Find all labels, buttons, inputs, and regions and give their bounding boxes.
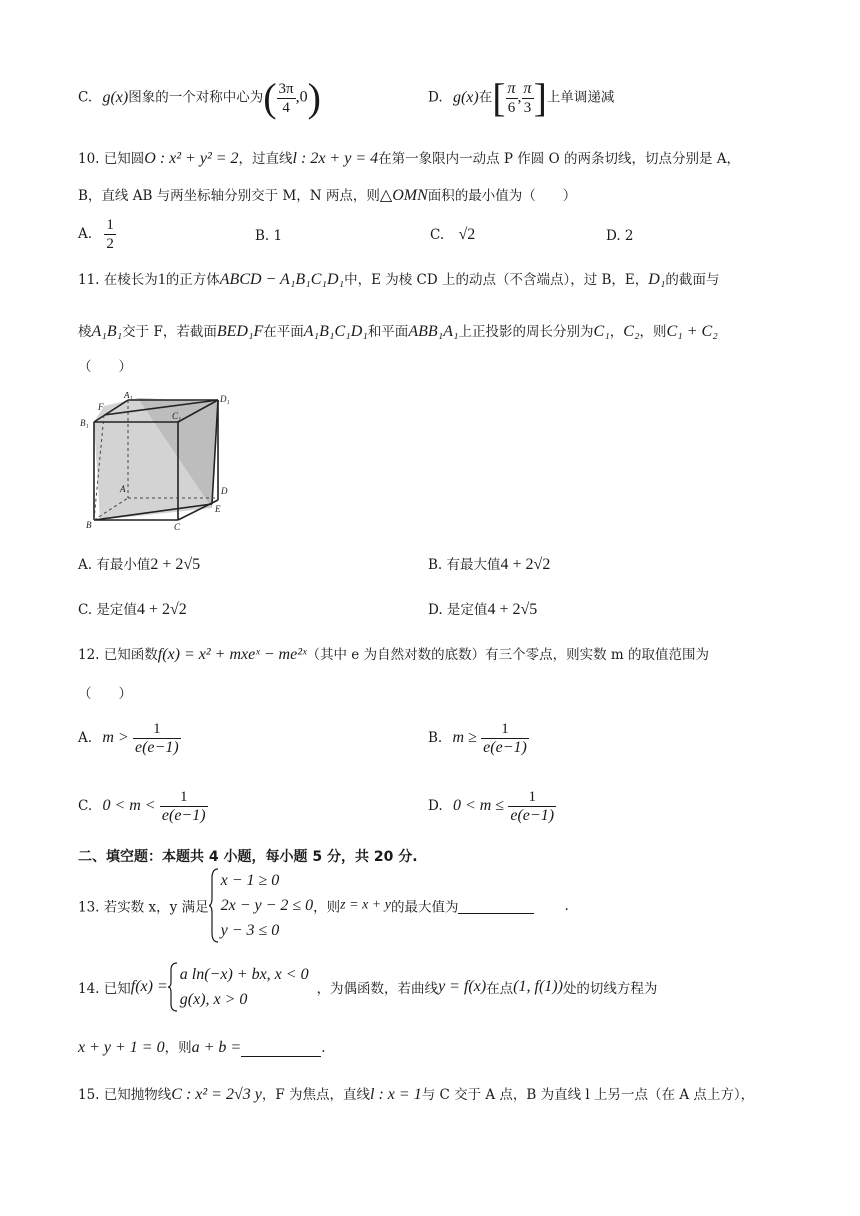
q13-system: x − 1 ≥ 0 2x − y − 2 ≤ 0 y − 3 ≤ 0 bbox=[209, 868, 314, 943]
q12-paren: （ ） bbox=[78, 686, 132, 702]
q14-piecewise: a ln(−x) + bx, x < 0 g(x), x > 0 bbox=[168, 962, 309, 1012]
q12-option-c: C. 0 < m < $\frac{1}{e(e-1)}$ bbox=[78, 789, 206, 824]
q13-answer-blank[interactable] bbox=[458, 897, 534, 914]
q14-line2: x + y + 1 = 0，则a + b = . bbox=[78, 1039, 326, 1056]
q11-option-b: B. 有最大值4 + 2√2 bbox=[428, 556, 551, 573]
q10-line2: B，直线 AB 与两坐标轴分别交于 M，N 两点，则△OMN面积的最小值为（ ） bbox=[78, 187, 577, 204]
q11-cube-figure bbox=[80, 392, 240, 532]
q13: 13. 若实数 x，y 满足 x − 1 ≥ 0 2x − y − 2 ≤ 0 y − 3 ≤ 0 ，则z = x + y的最大值为 . bbox=[78, 868, 569, 943]
q11-line1: 11. 在棱长为1的正方体ABCD − A₁B₁C₁D₁中，E 为棱 CD 上的动点（不含端点），过 B，E，D₁的截面与 bbox=[78, 271, 720, 288]
q12-line1: 12. 已知函数f(x) = x² + mxeˣ − me²ˣ（其中 e 为自然对数的底数）有三个零点，则实数 m 的取值范围为 bbox=[78, 646, 709, 663]
label-b1: B₁ bbox=[80, 418, 89, 428]
q11-option-d: D. 是定值4 + 2√5 bbox=[428, 601, 538, 618]
q9-c-func: g(x) bbox=[102, 88, 129, 106]
q10-option-d: D. 2 bbox=[606, 228, 634, 244]
label-d1: D₁ bbox=[220, 394, 230, 404]
label-e: E bbox=[215, 504, 221, 514]
label-a1: A₁ bbox=[124, 392, 133, 400]
q11-line2: 棱A₁B₁交于 F，若截面BED₁F在平面A₁B₁C₁D₁和平面ABB₁A₁上正投影的周长分别为C₁，C₂，则C₁ + C₂ bbox=[78, 323, 718, 340]
label-c1: C₁ bbox=[172, 411, 182, 421]
q10-line1: 10. 已知圆O : x² + y² = 2，过直线l : 2x + y = 4在第一象限内一动点 P 作圆 O 的两条切线，切点分别是 A， bbox=[78, 150, 740, 167]
label-d: D bbox=[221, 486, 228, 496]
q10-option-b: B. 1 bbox=[255, 228, 283, 244]
q10-option-a: A. $\frac{1}{2}$ bbox=[78, 217, 114, 252]
q14-line1: 14. 已知f(x) = a ln(−x) + bx, x < 0 g(x), x > 0 ，为偶函数，若曲线y = f(x)在点(1, f(1))处的切线方程为 bbox=[78, 962, 657, 1012]
q12-option-d: D. 0 < m ≤ $\frac{1}{e(e-1)}$ bbox=[428, 789, 555, 824]
q11-paren: （ ） bbox=[78, 359, 132, 375]
q9-option-d: D. g(x)在[ $\frac{\pi}{6}$ , $\frac{\pi}{3}$ ]上单调递减 bbox=[428, 75, 615, 120]
label-b: B bbox=[86, 520, 92, 530]
q9-option-c: C. g(x)图象的一个对称中心为( $\frac{3\pi}{4}$ ,0) bbox=[78, 75, 321, 120]
label-a: A bbox=[120, 484, 126, 494]
section-fill-in-heading: 二、填空题：本题共 4 小题，每小题 5 分，共 20 分. bbox=[78, 849, 418, 865]
label-c: C bbox=[174, 522, 181, 532]
q12-option-a: A. m > $\frac{1}{e(e-1)}$ bbox=[78, 721, 179, 756]
q15-line1: 15. 已知抛物线C : x² = 2√3 y，F 为焦点，直线l : x = 1与 C 交于 A 点，B 为直线 l 上另一点（在 A 点上方）， bbox=[78, 1086, 755, 1103]
q12-option-b: B. m ≥ $\frac{1}{e(e-1)}$ bbox=[428, 721, 527, 756]
q11-option-a: A. 有最小值2 + 2√5 bbox=[78, 556, 201, 573]
q11-option-c: C. 是定值4 + 2√2 bbox=[78, 601, 187, 618]
q9-c-fraction: $\frac{3\pi}{4}$ bbox=[278, 80, 294, 116]
q10-option-c: C. √2 bbox=[430, 226, 476, 243]
label-f: F bbox=[98, 402, 104, 412]
q14-answer-blank[interactable] bbox=[241, 1040, 321, 1057]
